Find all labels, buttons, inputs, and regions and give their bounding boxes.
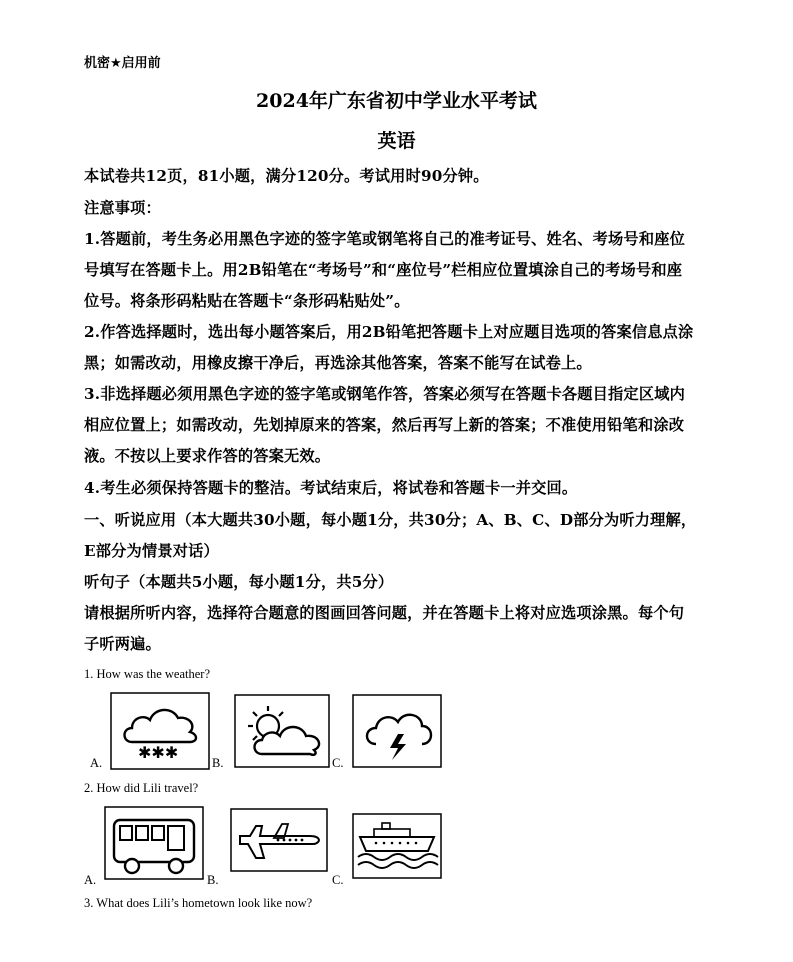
snow-cloud-icon — [110, 692, 210, 770]
section-heading-cont: E部分为情景对话） — [84, 542, 219, 560]
option-label-c: C. — [332, 873, 344, 887]
exam-title: 2024年广东省初中学业水平考试 — [256, 90, 537, 112]
note-line: 液。不按以上要求作答的答案无效。 — [84, 447, 331, 465]
question-3: 3. What does Lili’s hometown look like now? — [84, 896, 313, 910]
airplane-icon — [230, 808, 328, 872]
note-line: 3.非选择题必须用黑色字迹的签字笔或钢笔作答，答案必须写在答题卡各题目指定区域内 — [84, 385, 685, 403]
exam-subject: 英语 — [377, 130, 416, 152]
note-line: 位号。将条形码粘贴在答题卡“条形码粘贴处”。 — [84, 292, 410, 310]
bus-icon — [104, 806, 204, 880]
notes-heading: 注意事项： — [84, 199, 161, 217]
note-line: 2.作答选择题时，选出每小题答案后，用2B铅笔把答题卡上对应题目选项的答案信息点涂 — [84, 323, 694, 341]
note-line: 相应位置上；如需改动，先划掉原来的答案，然后再写上新的答案；不准使用铅笔和涂改 — [84, 416, 685, 434]
svg-text:✱✱✱: ✱✱✱ — [138, 743, 179, 762]
thunder-cloud-icon — [352, 694, 442, 768]
sun-cloud-icon — [234, 694, 330, 768]
part-heading: 听句子（本题共5小题，每小题1分，共5分） — [84, 573, 394, 591]
option-label-b: B. — [207, 873, 219, 887]
note-line: 黑；如需改动，用橡皮擦干净后，再选涂其他答案，答案不能写在试卷上。 — [84, 354, 592, 372]
note-line: 1.答题前，考生务必用黑色字迹的签字笔或钢笔将自己的准考证号、姓名、考场号和座位 — [84, 230, 685, 248]
option-label-c: C. — [332, 756, 344, 770]
instructions: 请根据所听内容，选择符合题意的图画回答问题，并在答题卡上将对应选项涂黑。每个句 — [84, 604, 685, 622]
note-line: 号填写在答题卡上。用2B铅笔在“考场号”和“座位号”栏相应位置填涂自己的考场号和座 — [84, 261, 683, 279]
option-label-a: A. — [90, 756, 103, 770]
section-heading: 一、听说应用（本大题共30小题，每小题1分，共30分；A、B、C、D部分为听力理解， — [84, 511, 697, 529]
option-label-b: B. — [212, 756, 224, 770]
option-label-a: A. — [84, 873, 97, 887]
question-2: 2. How did Lili travel? — [84, 781, 199, 795]
confidential-label: 机密★启用前 — [84, 56, 161, 71]
note-line: 4.考生必须保持答题卡的整洁。考试结束后，将试卷和答题卡一并交回。 — [84, 479, 578, 497]
question-1: 1. How was the weather? — [84, 667, 210, 681]
exam-summary: 本试卷共12页，81小题，满分120分。考试用时90分钟。 — [84, 167, 489, 185]
instructions-cont: 子听两遍。 — [84, 635, 161, 653]
ship-icon — [352, 813, 442, 879]
